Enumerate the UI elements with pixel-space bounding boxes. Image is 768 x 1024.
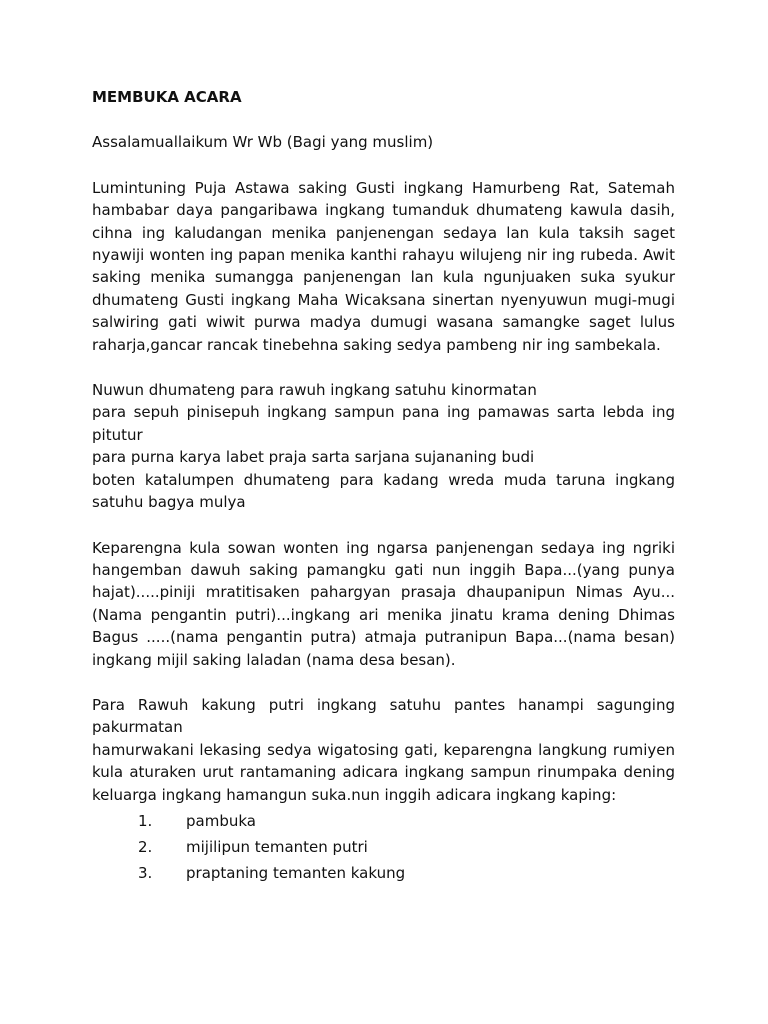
list-item-number: 3. xyxy=(138,863,153,882)
greeting-line: Assalamuallaikum Wr Wb (Bagi yang muslim) xyxy=(92,133,434,152)
program-line: Para Rawuh kakung putri ingkang satuhu pantes hanampi sagunging pakurmatan xyxy=(92,695,675,737)
list-item-label: mijilipun temanten putri xyxy=(186,837,368,856)
guests-line: boten katalumpen dhumateng para kadang wreda muda taruna ingkang satuhu bagya mulya xyxy=(92,470,675,512)
list-item-number: 1. xyxy=(138,811,153,830)
list-item-number: 2. xyxy=(138,837,153,856)
paragraph-host-introduction: Keparengna kula sowan wonten ing ngarsa panjenengan sedaya ing ngriki hangemban dawuh saking pamangku gati nun inggih Bapa...(yang punya hajat).....piniji mratitisaken pahargyan prasaja dhaupanipun Nimas Ayu...(Nama pengantin putri)...ingkang ari menika jinatu krama dening Dhimas Bagus .....(nama pengantin putra) atmaja putranipun Bapa...(nama besan) ingkang mijil saking laladan (nama desa besan). xyxy=(92,538,675,669)
list-item xyxy=(92,834,675,860)
guests-line: para sepuh pinisepuh ingkang sampun pana ing pamawas sarta lebda ing pitutur xyxy=(92,403,675,444)
paragraph-opening-praise: Lumintuning Puja Astawa saking Gusti ingkang Hamurbeng Rat, Satemah hambabar daya pangaribawa ingkang tumanduk dhumateng kawula dasih, cihna ing kaludangan menika panjenengan sedaya lan kula taksih saget nyawiji wonten ing papan menika kanthi rahayu wilujeng nir ing rubeda. Awit saking menika sumangga panjenengan lan kula ngunjuaken suka syukur dhumateng Gusti ingkang Maha Wicaksana sinertan nyenyuwun mugi-mugi salwiring gati wiwit purwa madya dumugi wasana samangke saget lulus raharja,gancar rancak tinebehna saking sedya pambeng nir ing sambekala. xyxy=(92,178,675,354)
list-item-label: pambuka xyxy=(186,811,256,830)
document-page xyxy=(92,86,675,886)
paragraph-honored-guests xyxy=(92,379,675,513)
guests-line: para purna karya labet praja sarta sarjana sujananing budi xyxy=(92,448,535,467)
guests-line: Nuwun dhumateng para rawuh ingkang satuhu kinormatan xyxy=(92,381,537,400)
paragraph-program-intro xyxy=(92,694,675,806)
program-line: hamurwakani lekasing sedya wigatosing gati, keparengna langkung rumiyen kula aturaken urut rantamaning adicara ingkang sampun rinumpaka dening keluarga ingkang hamangun suka.nun inggih adicara ingkang kaping: xyxy=(92,740,675,804)
list-item xyxy=(92,860,675,886)
list-item-label: praptaning temanten kakung xyxy=(186,863,406,882)
list-item xyxy=(92,808,675,834)
agenda-list xyxy=(92,808,675,886)
document-title: MEMBUKA ACARA xyxy=(92,88,242,106)
